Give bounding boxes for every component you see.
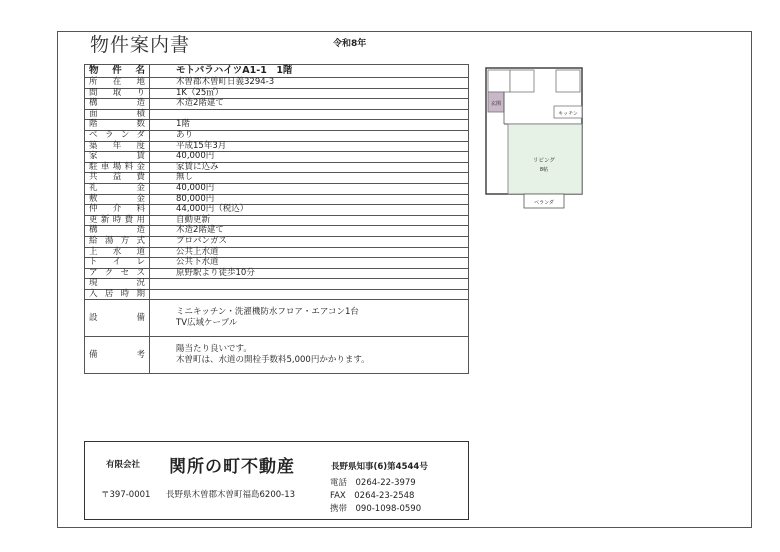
- row-label: 築年度: [85, 141, 150, 152]
- row-value: 木曽郡木曽町日義3294-3: [150, 78, 469, 89]
- table-row: [85, 226, 469, 237]
- company-address: 長野県木曽郡木曽町福島6200-13: [166, 490, 296, 500]
- row-label: 構造: [85, 99, 150, 110]
- company-name: 関所の町不動産: [169, 457, 295, 477]
- table-row: [85, 268, 469, 279]
- company-box: [84, 441, 469, 520]
- row-value: 家賃に込み: [150, 162, 469, 173]
- table-row: [85, 152, 469, 163]
- living-size: 8帖: [539, 167, 549, 173]
- remarks-line: 木曽町は、水道の開栓手数料5,000円かかります。: [176, 355, 370, 366]
- row-label: 敷金: [85, 194, 150, 205]
- row-value: 平成15年3月: [150, 141, 469, 152]
- phone-number: 電話 0264-22-3979: [330, 478, 416, 488]
- row-label: 共益費: [85, 173, 150, 184]
- row-value: [150, 289, 469, 300]
- washroom: [488, 70, 510, 92]
- row-label: 階数: [85, 120, 150, 131]
- living-label: リビング: [533, 158, 555, 164]
- page-title: 物件案内書: [90, 34, 191, 56]
- equipment-line: ミニキッチン・洗濯機防水フロア・エアコン1台: [176, 307, 359, 318]
- table-row: [85, 289, 469, 300]
- row-label: 構造: [85, 226, 150, 237]
- table-row: [85, 258, 469, 269]
- table-row: [85, 78, 469, 89]
- row-label: 家賃: [85, 152, 150, 163]
- row-label: トイレ: [85, 258, 150, 269]
- table-row: [85, 279, 469, 290]
- table-row: [85, 205, 469, 216]
- table-row: [85, 236, 469, 247]
- row-label: 礼金: [85, 183, 150, 194]
- row-value: 40,000円: [150, 183, 469, 194]
- table-row-equipment: [85, 300, 469, 337]
- row-label: 備 考: [85, 337, 150, 374]
- mobile-number: 携帯 090-1098-0590: [330, 504, 422, 514]
- table-row: [85, 120, 469, 131]
- row-label: 面積: [85, 109, 150, 120]
- table-row: [85, 65, 469, 78]
- row-label: 駐車場料金: [85, 162, 150, 173]
- row-value: 原野駅より徒歩10分: [150, 268, 469, 279]
- row-value: 無し: [150, 173, 469, 184]
- row-value: 1階: [150, 120, 469, 131]
- equipment-line: TV広域ケーブル: [176, 318, 238, 329]
- row-label: 設 備: [85, 300, 150, 337]
- row-value: 44,000円（税込）: [150, 205, 469, 216]
- table-row: [85, 130, 469, 141]
- table-row-remarks: [85, 337, 469, 374]
- row-label: 物 件 名: [85, 65, 150, 78]
- table-row: [85, 99, 469, 110]
- row-value: 木造2階建て: [150, 226, 469, 237]
- row-value: 40,000円: [150, 152, 469, 163]
- era-year: 令和8年: [333, 39, 367, 49]
- row-label: 入居時期: [85, 289, 150, 300]
- license-number: 長野県知事(6)第4544号: [331, 462, 428, 472]
- row-value: あり: [150, 130, 469, 141]
- kitchen-label: キッチン: [558, 111, 578, 117]
- company-type: 有限会社: [106, 460, 141, 470]
- genkan-label: 玄関: [490, 101, 502, 107]
- remarks-value: [150, 337, 469, 374]
- toilet: [556, 70, 580, 92]
- table-row: [85, 173, 469, 184]
- table-row: [85, 183, 469, 194]
- row-label: ベランダ: [85, 130, 150, 141]
- row-label: 更新時費用: [85, 215, 150, 226]
- row-label: 間取り: [85, 88, 150, 99]
- row-value: [150, 279, 469, 290]
- property-name: モトパラハイツA1-1 1階: [150, 65, 469, 78]
- row-value: [150, 109, 469, 120]
- row-value: 公共下水道: [150, 258, 469, 269]
- veranda-label: ベランダ: [534, 200, 554, 206]
- row-value: 1K（25㎡）: [150, 88, 469, 99]
- row-value: 木造2階建て: [150, 99, 469, 110]
- row-value: 公共上水道: [150, 247, 469, 258]
- fax-number: FAX 0264-23-2548: [330, 491, 415, 501]
- equipment-value: [150, 300, 469, 337]
- row-value: 80,000円: [150, 194, 469, 205]
- table-row: [85, 247, 469, 258]
- row-label: 給湯方式: [85, 236, 150, 247]
- row-label: 所在地: [85, 78, 150, 89]
- floor-plan: [482, 64, 586, 216]
- postal-code: 〒397-0001: [101, 490, 151, 500]
- row-value: 自動更新: [150, 215, 469, 226]
- row-label: アクセス: [85, 268, 150, 279]
- remarks-line: 陽当たり良いです。: [176, 344, 252, 355]
- row-label: 仲介料: [85, 205, 150, 216]
- property-table: [84, 64, 469, 374]
- row-label: 現況: [85, 279, 150, 290]
- bathroom: [510, 70, 534, 92]
- row-label: 上水道: [85, 247, 150, 258]
- row-value: プロパンガス: [150, 236, 469, 247]
